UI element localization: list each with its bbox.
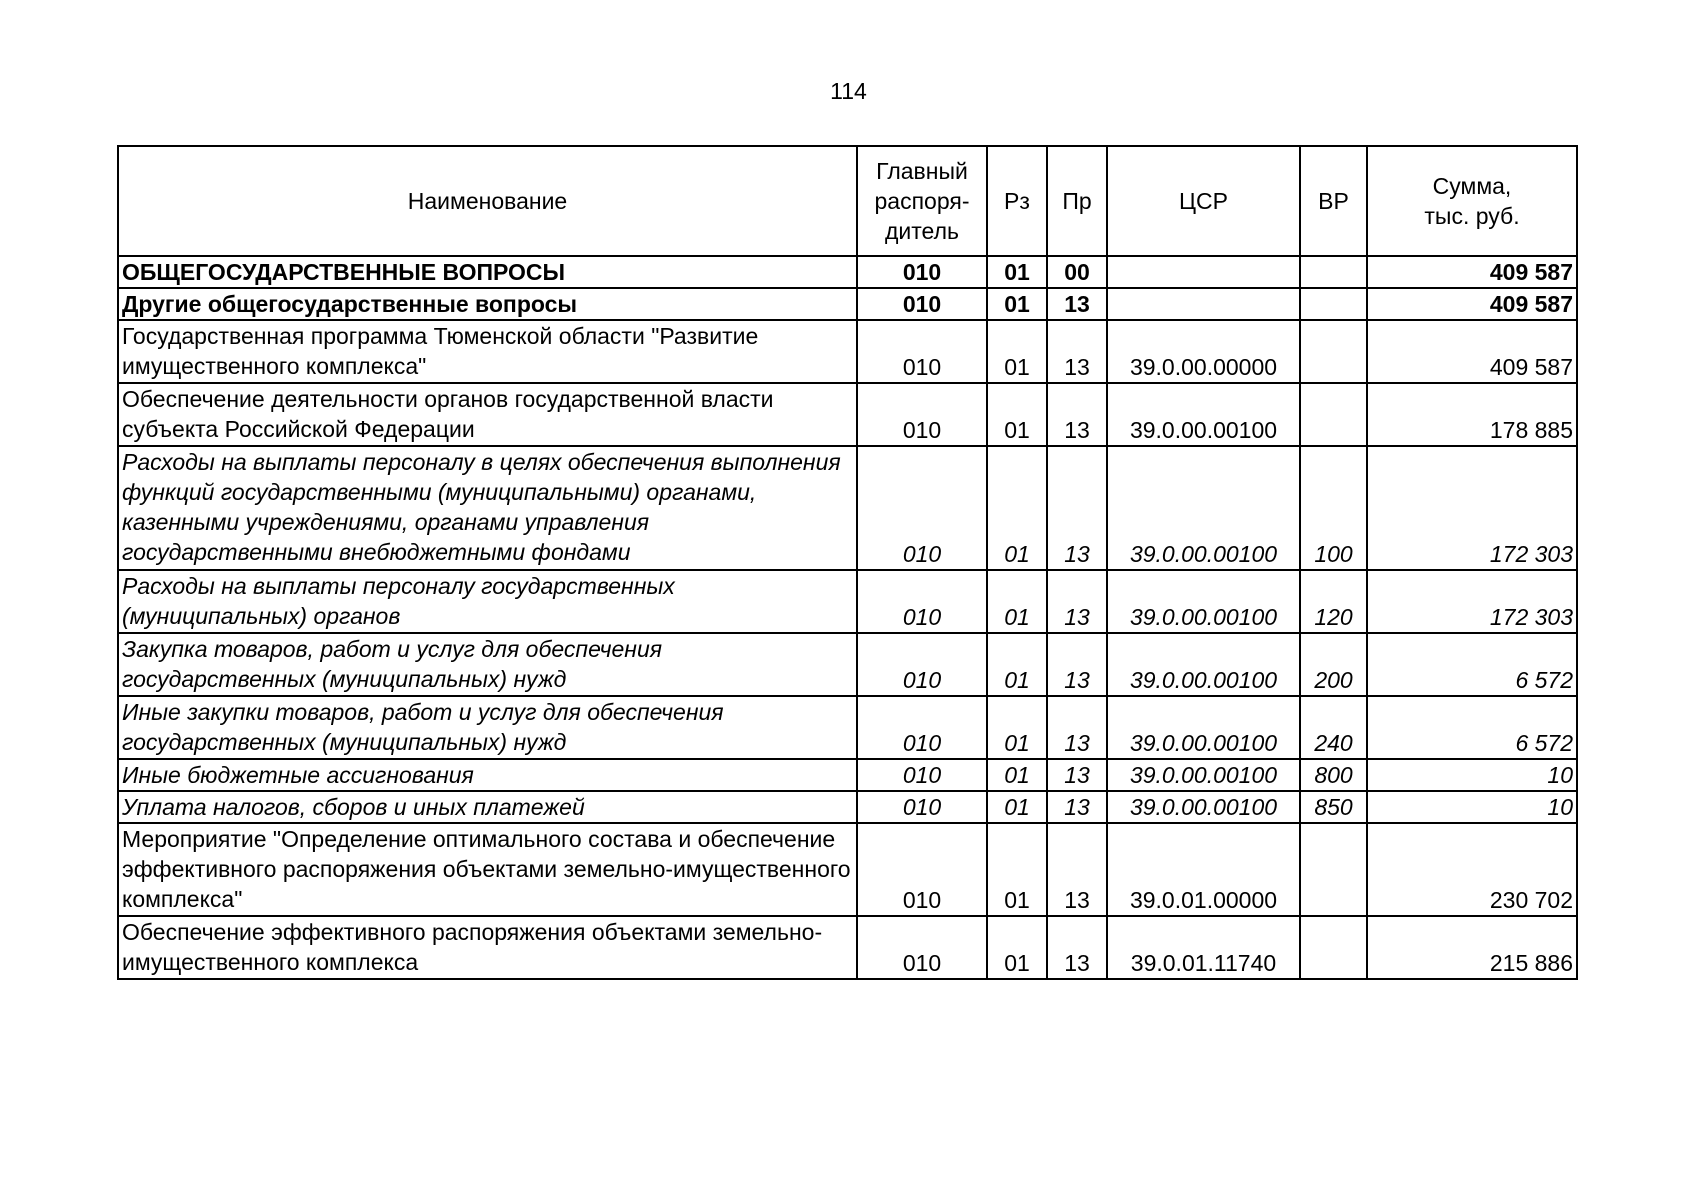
row-name: Уплата налогов, сборов и иных платежей (118, 791, 857, 823)
row-sum: 230 702 (1367, 823, 1577, 916)
table-row (118, 696, 1577, 759)
row-sum: 10 (1367, 791, 1577, 823)
row-rz: 01 (987, 570, 1047, 633)
row-csr: 39.0.00.00100 (1107, 633, 1300, 696)
table-row (118, 256, 1577, 288)
row-chief: 010 (857, 823, 987, 916)
row-sum: 172 303 (1367, 570, 1577, 633)
row-rz: 01 (987, 446, 1047, 570)
table-row (118, 288, 1577, 320)
row-rz: 01 (987, 791, 1047, 823)
table-row (118, 570, 1577, 633)
row-pr: 13 (1047, 570, 1107, 633)
row-name: Расходы на выплаты персоналу государственных (муниципальных) органов (118, 570, 857, 633)
row-vr (1300, 320, 1367, 383)
row-sum: 409 587 (1367, 320, 1577, 383)
row-rz: 01 (987, 288, 1047, 320)
row-vr (1300, 823, 1367, 916)
row-pr: 13 (1047, 823, 1107, 916)
row-chief: 010 (857, 759, 987, 791)
row-chief: 010 (857, 791, 987, 823)
header-chief: Главный распоря-дитель (857, 146, 987, 256)
row-pr: 13 (1047, 759, 1107, 791)
row-sum: 172 303 (1367, 446, 1577, 570)
row-csr (1107, 288, 1300, 320)
row-chief: 010 (857, 446, 987, 570)
row-pr: 00 (1047, 256, 1107, 288)
row-name: Мероприятие "Определение оптимального состава и обеспечение эффективного распоряжения объектами земельно-имущественного комплекса" (118, 823, 857, 916)
row-pr: 13 (1047, 383, 1107, 446)
row-pr: 13 (1047, 288, 1107, 320)
row-chief: 010 (857, 696, 987, 759)
row-sum: 6 572 (1367, 633, 1577, 696)
table-row (118, 916, 1577, 979)
row-vr (1300, 288, 1367, 320)
row-name: Государственная программа Тюменской области "Развитие имущественного комплекса" (118, 320, 857, 383)
row-vr (1300, 916, 1367, 979)
row-rz: 01 (987, 696, 1047, 759)
row-name: Иные закупки товаров, работ и услуг для обеспечения государственных (муниципальных) нужд (118, 696, 857, 759)
row-name: ОБЩЕГОСУДАРСТВЕННЫЕ ВОПРОСЫ (118, 256, 857, 288)
row-csr: 39.0.00.00100 (1107, 759, 1300, 791)
row-rz: 01 (987, 256, 1047, 288)
row-csr: 39.0.00.00100 (1107, 383, 1300, 446)
row-pr: 13 (1047, 446, 1107, 570)
row-csr: 39.0.01.11740 (1107, 916, 1300, 979)
row-csr: 39.0.00.00100 (1107, 696, 1300, 759)
row-csr: 39.0.00.00100 (1107, 570, 1300, 633)
table-row (118, 759, 1577, 791)
table-row (118, 446, 1577, 570)
row-rz: 01 (987, 383, 1047, 446)
table-row (118, 633, 1577, 696)
table-row (118, 383, 1577, 446)
row-pr: 13 (1047, 320, 1107, 383)
row-chief: 010 (857, 916, 987, 979)
header-pr: Пр (1047, 146, 1107, 256)
table-header-row (118, 146, 1577, 256)
row-vr: 100 (1300, 446, 1367, 570)
row-chief: 010 (857, 320, 987, 383)
row-csr: 39.0.01.00000 (1107, 823, 1300, 916)
table-row (118, 320, 1577, 383)
row-vr (1300, 256, 1367, 288)
row-rz: 01 (987, 633, 1047, 696)
row-name: Закупка товаров, работ и услуг для обеспечения государственных (муниципальных) нужд (118, 633, 857, 696)
row-name: Обеспечение деятельности органов государственной власти субъекта Российской Федерации (118, 383, 857, 446)
row-csr: 39.0.00.00000 (1107, 320, 1300, 383)
row-chief: 010 (857, 633, 987, 696)
row-sum: 178 885 (1367, 383, 1577, 446)
row-sum: 409 587 (1367, 288, 1577, 320)
row-csr: 39.0.00.00100 (1107, 446, 1300, 570)
row-name: Расходы на выплаты персоналу в целях обеспечения выполнения функций государственными (муниципальными) органами, казенными учреждениями, органами управления государственными внебюджетными фондами (118, 446, 857, 570)
row-vr: 850 (1300, 791, 1367, 823)
row-vr (1300, 383, 1367, 446)
row-vr: 200 (1300, 633, 1367, 696)
row-name: Другие общегосударственные вопросы (118, 288, 857, 320)
header-vr: ВР (1300, 146, 1367, 256)
header-name: Наименование (118, 146, 857, 256)
row-sum: 215 886 (1367, 916, 1577, 979)
row-rz: 01 (987, 916, 1047, 979)
row-rz: 01 (987, 759, 1047, 791)
row-vr: 240 (1300, 696, 1367, 759)
table-row (118, 823, 1577, 916)
row-sum: 10 (1367, 759, 1577, 791)
row-sum: 6 572 (1367, 696, 1577, 759)
page-number: 114 (830, 78, 867, 104)
row-chief: 010 (857, 383, 987, 446)
row-name: Иные бюджетные ассигнования (118, 759, 857, 791)
row-pr: 13 (1047, 916, 1107, 979)
table-row (118, 791, 1577, 823)
row-chief: 010 (857, 570, 987, 633)
row-pr: 13 (1047, 633, 1107, 696)
row-csr (1107, 256, 1300, 288)
header-sum: Сумма, тыс. руб. (1367, 146, 1577, 256)
row-chief: 010 (857, 256, 987, 288)
row-rz: 01 (987, 320, 1047, 383)
row-name: Обеспечение эффективного распоряжения объектами земельно-имущественного комплекса (118, 916, 857, 979)
row-chief: 010 (857, 288, 987, 320)
row-vr: 120 (1300, 570, 1367, 633)
row-csr: 39.0.00.00100 (1107, 791, 1300, 823)
row-rz: 01 (987, 823, 1047, 916)
header-rz: Рз (987, 146, 1047, 256)
row-pr: 13 (1047, 696, 1107, 759)
budget-table (117, 145, 1578, 980)
row-pr: 13 (1047, 791, 1107, 823)
header-csr: ЦСР (1107, 146, 1300, 256)
row-sum: 409 587 (1367, 256, 1577, 288)
row-vr: 800 (1300, 759, 1367, 791)
